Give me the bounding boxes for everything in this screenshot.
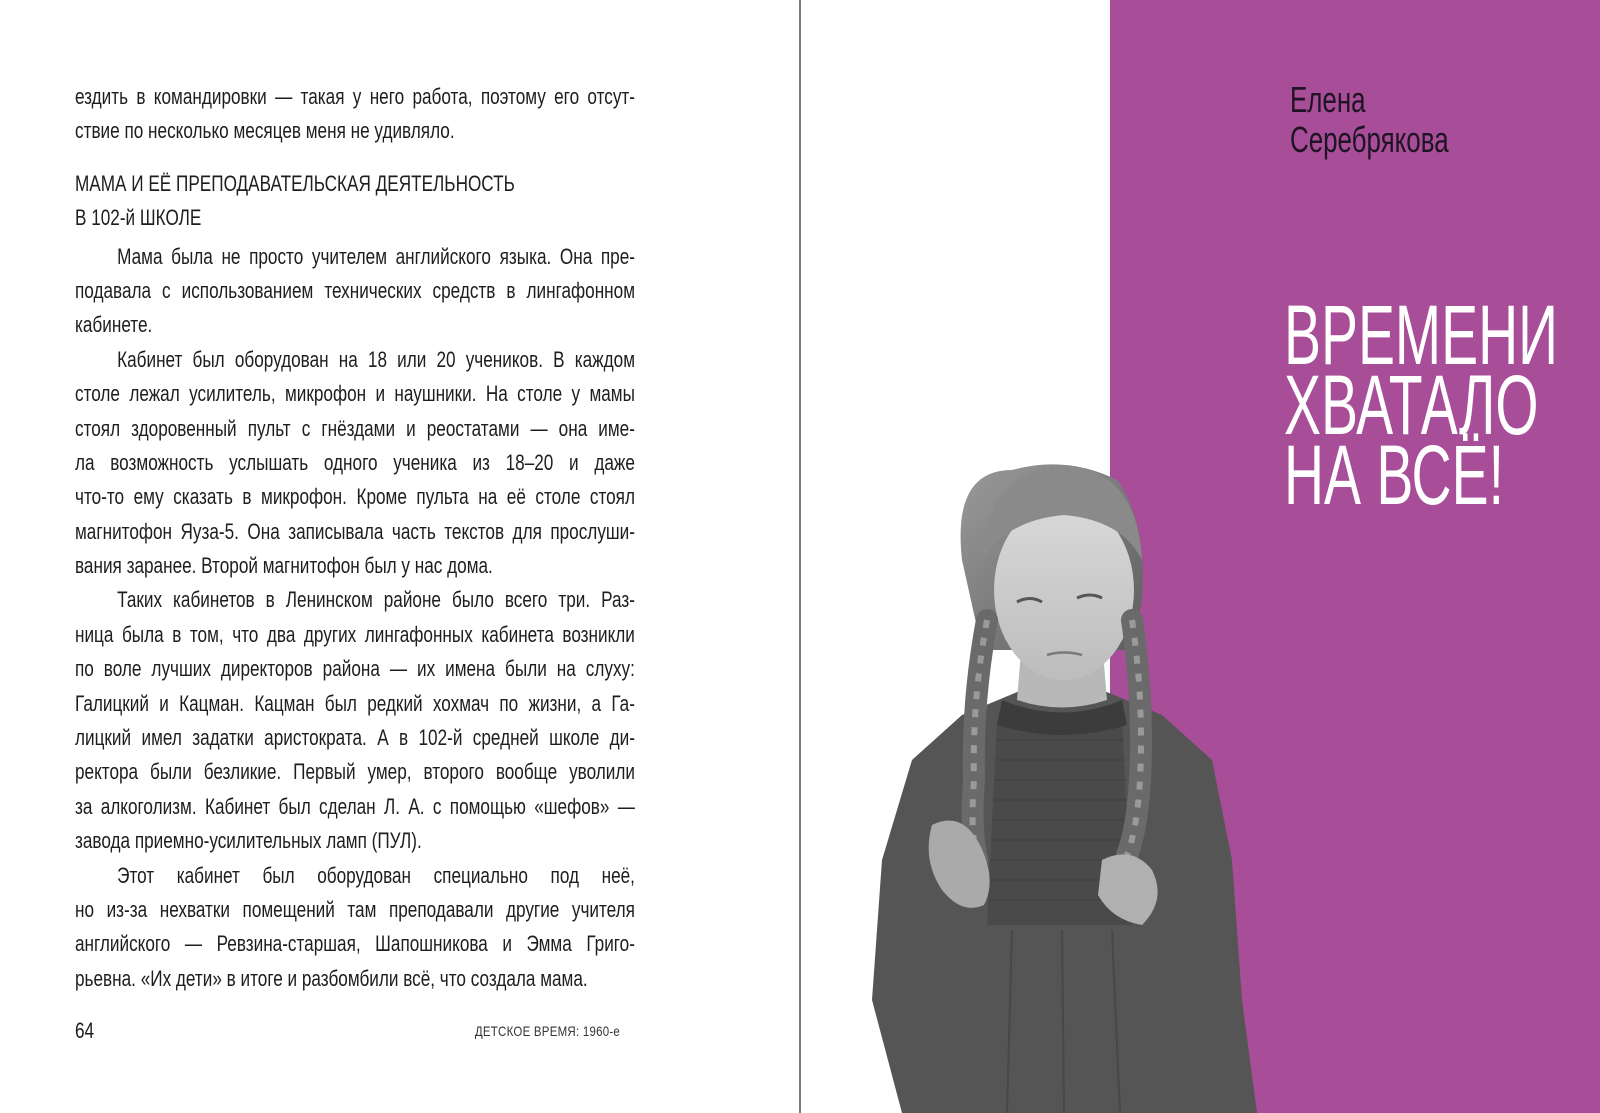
text-line: стоял здоровенный пульт с гнёздами и реостатами — она име- [75, 415, 635, 441]
text-line: ствие по несколько месяцев меня не удивляло. [75, 118, 455, 144]
text-line: что-то ему сказать в микрофон. Кроме пульта на её столе стоял [75, 484, 635, 510]
heading-line: МАМА И ЕЁ ПРЕПОДАВАТЕЛЬСКАЯ ДЕЯТЕЛЬНОСТЬ [75, 170, 515, 196]
text-line: подавала с использованием технических средств в лингафонном [75, 277, 635, 303]
text-line: ректора были безликие. Первый умер, второго вообще уволили [75, 759, 635, 785]
text-line: Этот кабинет был оборудован специально под неё, [117, 862, 635, 888]
text-line: ла возможность услышать одного ученика из 18–20 и даже [75, 449, 635, 475]
section-heading [75, 167, 635, 236]
text-line: ница была в том, что два других лингафонных кабинета возникли [75, 621, 635, 647]
text-line: но из-за нехватки помещений там преподавали другие учителя [75, 896, 635, 922]
text-line: магнитофон Яуза-5. Она записывала часть текстов для прослуши- [75, 518, 635, 544]
title-line: ХВАТАЛО [1284, 358, 1539, 452]
text-line: Галицкий и Кацман. Кацман был редкий хохмач по жизни, а Га- [75, 690, 635, 716]
text-line: ездить в командировки — такая у него работа, поэтому его отсут- [75, 84, 635, 109]
text-line: Мама была не просто учителем английского языка. Она пре- [117, 243, 635, 269]
text-line: вания заранее. Второй магнитофон был у нас дома. [75, 553, 493, 579]
text-line: английского — Ревзина-старшая, Шапошникова и Эмма Григо- [75, 931, 635, 957]
text-line: кабинете. [75, 312, 153, 338]
title-line: НА ВСЁ! [1284, 428, 1505, 522]
author-last-name: Серебрякова [1290, 119, 1449, 160]
text-line: столе лежал усилитель, микрофон и наушники. На столе у мамы [75, 381, 635, 407]
right-page [802, 0, 1600, 1113]
text-line: за алкоголизм. Кабинет был сделан Л. А. с помощью «шефов» — [75, 793, 635, 819]
running-head: ДЕТСКОЕ ВРЕМЯ: 1960-е [474, 1023, 620, 1039]
text-line: завода приемно-усилительных ламп (ПУЛ). [75, 828, 422, 854]
body-text [75, 80, 635, 996]
portrait-photo [802, 0, 1600, 1113]
text-line: по воле лучших директоров района — их имена были на слуху: [75, 656, 635, 682]
text-line: лицкий имел задатки аристократа. А в 102-й средней школе ди- [75, 725, 635, 751]
author-name [1290, 80, 1510, 160]
text-line: рьевна. «Их дети» в итоге и разбомбили всё, что создала мама. [75, 965, 588, 991]
text-line: Таких кабинетов в Ленинском районе было всего три. Раз- [117, 587, 635, 613]
page-number: 64 [75, 1018, 95, 1043]
title-line: ВРЕМЕНИ [1284, 288, 1558, 382]
text-line: Кабинет был оборудован на 18 или 20 учеников. В каждом [117, 346, 635, 372]
page-spine-divider [799, 0, 801, 1113]
heading-line: В 102-й ШКОЛЕ [75, 205, 202, 231]
paragraphs [75, 240, 635, 997]
book-title [1284, 288, 1600, 522]
author-first-name: Елена [1290, 79, 1366, 120]
